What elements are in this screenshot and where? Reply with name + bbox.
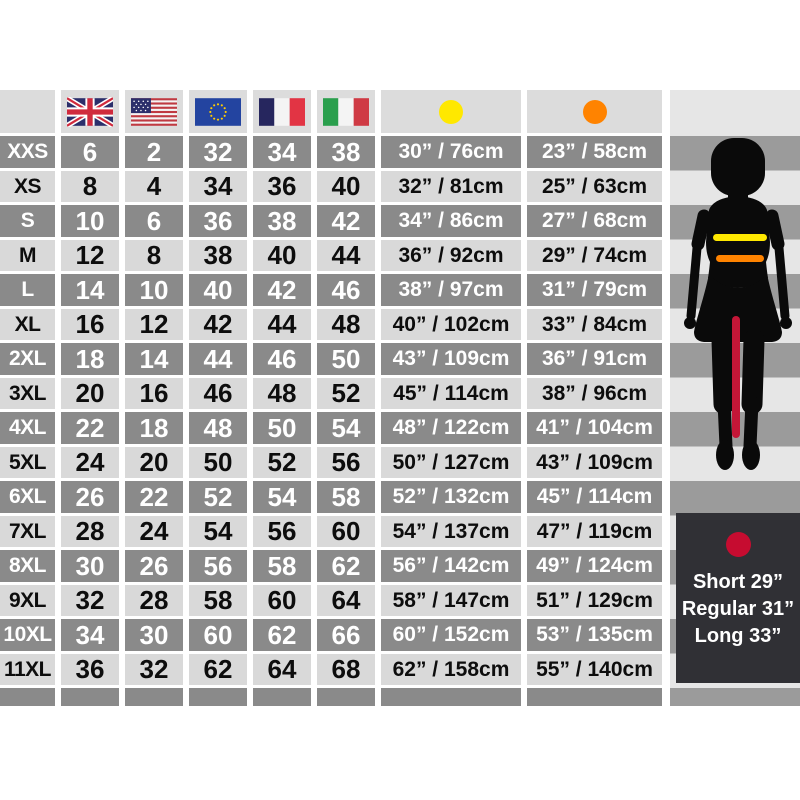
female-silhouette [670, 138, 800, 483]
header-france-cell [253, 90, 311, 133]
size-value-cell: 22 [61, 412, 119, 444]
size-value-cell: 34 [189, 171, 247, 203]
chest-measure-line [713, 234, 767, 241]
uk-flag-icon [67, 97, 113, 127]
size-value-cell: 58 [253, 550, 311, 582]
size-value-cell: 16 [61, 309, 119, 341]
size-label-cell: M [0, 240, 55, 272]
size-label-cell: 10XL [0, 619, 55, 651]
size-value-cell: 32 [61, 585, 119, 617]
header-italy-cell [317, 90, 375, 133]
size-value-cell: 28 [125, 585, 183, 617]
size-value-cell: 29” / 74cm [527, 240, 662, 272]
size-value-cell: 40 [253, 240, 311, 272]
size-value-cell: 10 [61, 205, 119, 237]
size-value-cell: 27” / 68cm [527, 205, 662, 237]
header-uk-cell [61, 90, 119, 133]
size-value-cell: 25” / 63cm [527, 171, 662, 203]
size-value-cell: 48 [253, 378, 311, 410]
size-value-cell: 46 [253, 343, 311, 375]
table-bottom-strip-cell [61, 688, 119, 706]
size-value-cell: 50 [189, 447, 247, 479]
size-value-cell: 14 [61, 274, 119, 306]
size-value-cell: 52” / 132cm [381, 481, 521, 513]
size-value-cell: 30” / 76cm [381, 136, 521, 168]
size-value-cell: 4 [125, 171, 183, 203]
size-value-cell: 23” / 58cm [527, 136, 662, 168]
size-value-cell: 20 [61, 378, 119, 410]
size-label-cell: 4XL [0, 412, 55, 444]
size-value-cell: 34” / 86cm [381, 205, 521, 237]
size-value-cell: 33” / 84cm [527, 309, 662, 341]
yellow-dot-icon [439, 100, 463, 124]
size-label-cell: S [0, 205, 55, 237]
size-value-cell: 20 [125, 447, 183, 479]
table-bottom-strip-cell [125, 688, 183, 706]
size-value-cell: 47” / 119cm [527, 516, 662, 548]
size-value-cell: 46 [189, 378, 247, 410]
size-value-cell: 43” / 109cm [381, 343, 521, 375]
silhouette-torso [706, 196, 770, 288]
size-value-cell: 36 [189, 205, 247, 237]
size-value-cell: 54” / 137cm [381, 516, 521, 548]
us-flag-icon [131, 97, 177, 127]
size-value-cell: 50” / 127cm [381, 447, 521, 479]
size-value-cell: 56” / 142cm [381, 550, 521, 582]
size-value-cell: 34 [61, 619, 119, 651]
table-bottom-strip-cell [381, 688, 521, 706]
size-value-cell: 56 [253, 516, 311, 548]
size-value-cell: 36 [61, 654, 119, 686]
size-value-cell: 42 [317, 205, 375, 237]
size-value-cell: 30 [61, 550, 119, 582]
size-value-cell: 48 [317, 309, 375, 341]
table-bottom-strip-cell [0, 688, 55, 706]
size-value-cell: 45” / 114cm [527, 481, 662, 513]
size-value-cell: 38 [189, 240, 247, 272]
size-value-cell: 44 [317, 240, 375, 272]
size-value-cell: 62 [317, 550, 375, 582]
size-value-cell: 38” / 96cm [527, 378, 662, 410]
size-value-cell: 32 [189, 136, 247, 168]
size-value-cell: 56 [317, 447, 375, 479]
size-value-cell: 14 [125, 343, 183, 375]
size-value-cell: 62 [253, 619, 311, 651]
size-value-cell: 2 [125, 136, 183, 168]
inseam-short: Short 29” [692, 571, 783, 593]
size-value-cell: 68 [317, 654, 375, 686]
size-value-cell: 60” / 152cm [381, 619, 521, 651]
size-value-cell: 46 [317, 274, 375, 306]
size-label-cell: 11XL [0, 654, 55, 686]
size-value-cell: 24 [61, 447, 119, 479]
size-label-cell: XS [0, 171, 55, 203]
size-value-cell: 50 [317, 343, 375, 375]
waist-measure-line [716, 255, 764, 262]
size-value-cell: 12 [125, 309, 183, 341]
size-value-cell: 58 [317, 481, 375, 513]
size-value-cell: 26 [125, 550, 183, 582]
size-value-cell: 18 [61, 343, 119, 375]
size-value-cell: 36” / 92cm [381, 240, 521, 272]
header-eu-cell [189, 90, 247, 133]
size-label-cell: 2XL [0, 343, 55, 375]
size-value-cell: 38 [253, 205, 311, 237]
header-us-cell [125, 90, 183, 133]
inseam-measure-line [732, 316, 740, 438]
size-value-cell: 44 [189, 343, 247, 375]
size-label-cell: L [0, 274, 55, 306]
size-table [0, 90, 662, 706]
size-label-cell: XL [0, 309, 55, 341]
size-label-cell: 3XL [0, 378, 55, 410]
size-value-cell: 40 [189, 274, 247, 306]
inseam-length-box [676, 513, 800, 683]
size-label-cell: XXS [0, 136, 55, 168]
size-value-cell: 24 [125, 516, 183, 548]
orange-dot-icon [583, 100, 607, 124]
size-value-cell: 54 [189, 516, 247, 548]
size-label-cell: 8XL [0, 550, 55, 582]
italy-flag-icon [323, 97, 369, 127]
size-value-cell: 38” / 97cm [381, 274, 521, 306]
france-flag-icon [259, 97, 305, 127]
table-bottom-strip-cell [317, 688, 375, 706]
size-value-cell: 26 [61, 481, 119, 513]
size-value-cell: 50 [253, 412, 311, 444]
size-value-cell: 48 [189, 412, 247, 444]
size-value-cell: 60 [189, 619, 247, 651]
size-value-cell: 38 [317, 136, 375, 168]
red-dot-icon [726, 532, 751, 557]
size-value-cell: 52 [253, 447, 311, 479]
size-value-cell: 28 [61, 516, 119, 548]
table-bottom-strip-cell [253, 688, 311, 706]
size-value-cell: 34 [253, 136, 311, 168]
size-value-cell: 10 [125, 274, 183, 306]
size-value-cell: 12 [61, 240, 119, 272]
size-value-cell: 6 [125, 205, 183, 237]
size-value-cell: 52 [189, 481, 247, 513]
size-label-cell: 9XL [0, 585, 55, 617]
size-value-cell: 42 [253, 274, 311, 306]
header-chest-cell [381, 90, 521, 133]
header-size-cell [0, 90, 55, 133]
size-value-cell: 22 [125, 481, 183, 513]
table-bottom-strip-cell [527, 688, 662, 706]
size-label-cell: 5XL [0, 447, 55, 479]
size-value-cell: 66 [317, 619, 375, 651]
size-value-cell: 48” / 122cm [381, 412, 521, 444]
size-value-cell: 62 [189, 654, 247, 686]
size-value-cell: 54 [253, 481, 311, 513]
size-value-cell: 55” / 140cm [527, 654, 662, 686]
size-value-cell: 36” / 91cm [527, 343, 662, 375]
size-value-cell: 40” / 102cm [381, 309, 521, 341]
size-value-cell: 64 [253, 654, 311, 686]
size-value-cell: 54 [317, 412, 375, 444]
size-value-cell: 53” / 135cm [527, 619, 662, 651]
size-value-cell: 40 [317, 171, 375, 203]
inseam-long: Long 33” [694, 625, 782, 647]
size-value-cell: 30 [125, 619, 183, 651]
size-value-cell: 44 [253, 309, 311, 341]
size-value-cell: 18 [125, 412, 183, 444]
size-value-cell: 51” / 129cm [527, 585, 662, 617]
table-bottom-strip-cell [189, 688, 247, 706]
size-value-cell: 58 [189, 585, 247, 617]
eu-flag-icon [195, 97, 241, 127]
inseam-regular: Regular 31” [681, 598, 795, 620]
size-label-cell: 6XL [0, 481, 55, 513]
size-value-cell: 32 [125, 654, 183, 686]
size-value-cell: 49” / 124cm [527, 550, 662, 582]
size-value-cell: 64 [317, 585, 375, 617]
size-value-cell: 41” / 104cm [527, 412, 662, 444]
size-value-cell: 36 [253, 171, 311, 203]
size-value-cell: 31” / 79cm [527, 274, 662, 306]
size-value-cell: 60 [253, 585, 311, 617]
size-value-cell: 6 [61, 136, 119, 168]
size-value-cell: 16 [125, 378, 183, 410]
inseam-lengths [682, 569, 794, 650]
size-value-cell: 62” / 158cm [381, 654, 521, 686]
size-value-cell: 8 [125, 240, 183, 272]
size-value-cell: 42 [189, 309, 247, 341]
size-value-cell: 60 [317, 516, 375, 548]
size-value-cell: 45” / 114cm [381, 378, 521, 410]
measurement-panel [670, 90, 800, 706]
size-value-cell: 8 [61, 171, 119, 203]
size-label-cell: 7XL [0, 516, 55, 548]
size-value-cell: 58” / 147cm [381, 585, 521, 617]
size-value-cell: 43” / 109cm [527, 447, 662, 479]
size-value-cell: 56 [189, 550, 247, 582]
header-waist-cell [527, 90, 662, 133]
size-value-cell: 32” / 81cm [381, 171, 521, 203]
size-value-cell: 52 [317, 378, 375, 410]
